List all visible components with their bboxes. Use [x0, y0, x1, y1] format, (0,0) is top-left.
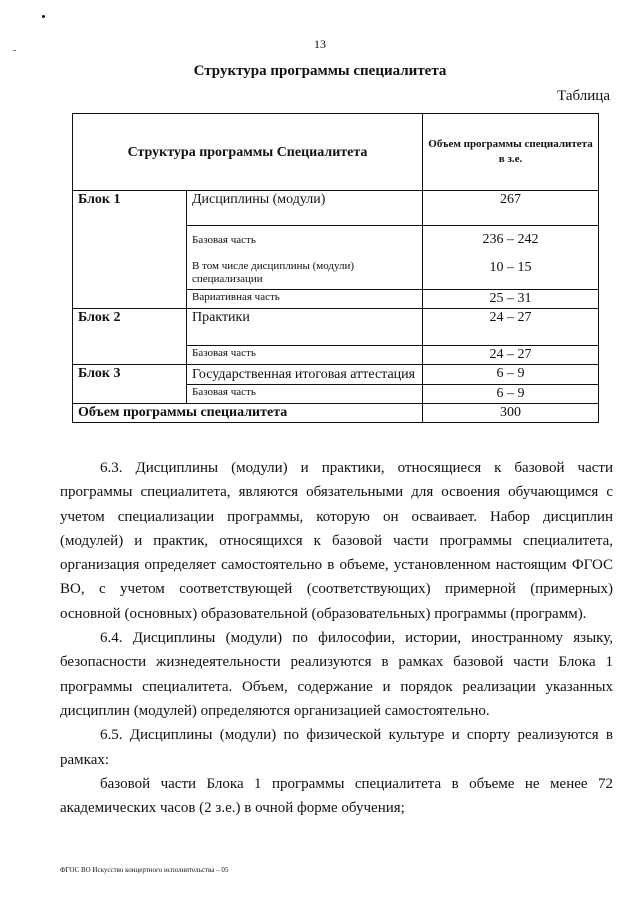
block-1-base-value: 236 – 242 — [482, 232, 539, 247]
block-2-base: Базовая часть — [187, 346, 423, 365]
table-header-row — [73, 114, 599, 191]
block-1-base-cell — [187, 226, 423, 290]
block-1-special-value: 10 – 15 — [489, 260, 532, 275]
block-1-variative: Вариативная часть — [187, 290, 423, 309]
block-1-main: Дисциплины (модули) — [187, 191, 423, 226]
block-1-base-value-cell — [423, 226, 599, 290]
block-1-base: Базовая часть — [192, 234, 256, 246]
block-3-label: Блок 3 — [73, 365, 187, 404]
table-row — [73, 365, 599, 385]
block-2-base-value: 24 – 27 — [423, 346, 599, 365]
program-structure-table — [72, 113, 599, 423]
block-3-base-value: 6 – 9 — [423, 385, 599, 404]
block-1-label: Блок 1 — [73, 191, 187, 309]
block-2-label: Блок 2 — [73, 309, 187, 365]
total-label: Объем программы специалитета — [73, 404, 423, 423]
block-3-main: Государственная итоговая аттестация — [187, 365, 423, 385]
table-caption: Таблица — [557, 88, 610, 104]
table-total-row — [73, 404, 599, 423]
total-value: 300 — [423, 404, 599, 423]
block-1-special: В том числе дисциплины (модули) специализации — [192, 260, 355, 285]
paragraph-6-5: 6.5. Дисциплины (модули) по физической культуре и спорту реализуются в рамках: — [60, 727, 613, 768]
scan-speck — [42, 15, 45, 18]
table-row — [73, 191, 599, 226]
paragraph-6-5-item: базовой части Блока 1 программы специалитета в объеме не менее 72 академических часов (2 з.е.) в очной форме обучения; — [60, 775, 613, 817]
page-title: Структура программы специалитета — [193, 63, 447, 79]
paragraph-6-4: 6.4. Дисциплины (модули) по философии, истории, иностранному языку, безопасности жизнедеятельности реализуются в рамках базовой части Блока 1 программы специалитета. Объем, содержание и порядок реализации указанных дисциплин (модулей) определяются организацией самостоятельно. — [60, 630, 613, 719]
block-2-main-value: 24 – 27 — [423, 309, 599, 346]
page-number: 13 — [314, 37, 326, 51]
block-2-main: Практики — [187, 309, 423, 346]
paragraph-6-3: 6.3. Дисциплины (модули) и практики, относящиеся к базовой части программы специалитета, являются обязательными для освоения обучающимся с учетом специализации программы, которую он осваивает. Набор дисциплин (модулей) и практик, относящихся к базовой части программы специалитета, организация определяет самостоятельно в объеме, установленном настоящим ФГОС ВО, с учетом соответствующей (соответствующих) примерной (примерных) основной (основных) образовательной (образовательных) программы (программ). — [60, 460, 613, 622]
header-volume: Объем программы специалитета в з.е. — [423, 114, 599, 191]
header-structure: Структура программы Специалитета — [73, 114, 423, 191]
block-3-main-value: 6 – 9 — [423, 365, 599, 385]
body-text — [60, 456, 613, 820]
block-1-main-value: 267 — [423, 191, 599, 226]
block-1-variative-value: 25 – 31 — [423, 290, 599, 309]
footer: ФГОС ВО Искусство концертного исполнительства – 05 — [60, 866, 229, 874]
table-row — [73, 309, 599, 346]
block-3-base: Базовая часть — [187, 385, 423, 404]
